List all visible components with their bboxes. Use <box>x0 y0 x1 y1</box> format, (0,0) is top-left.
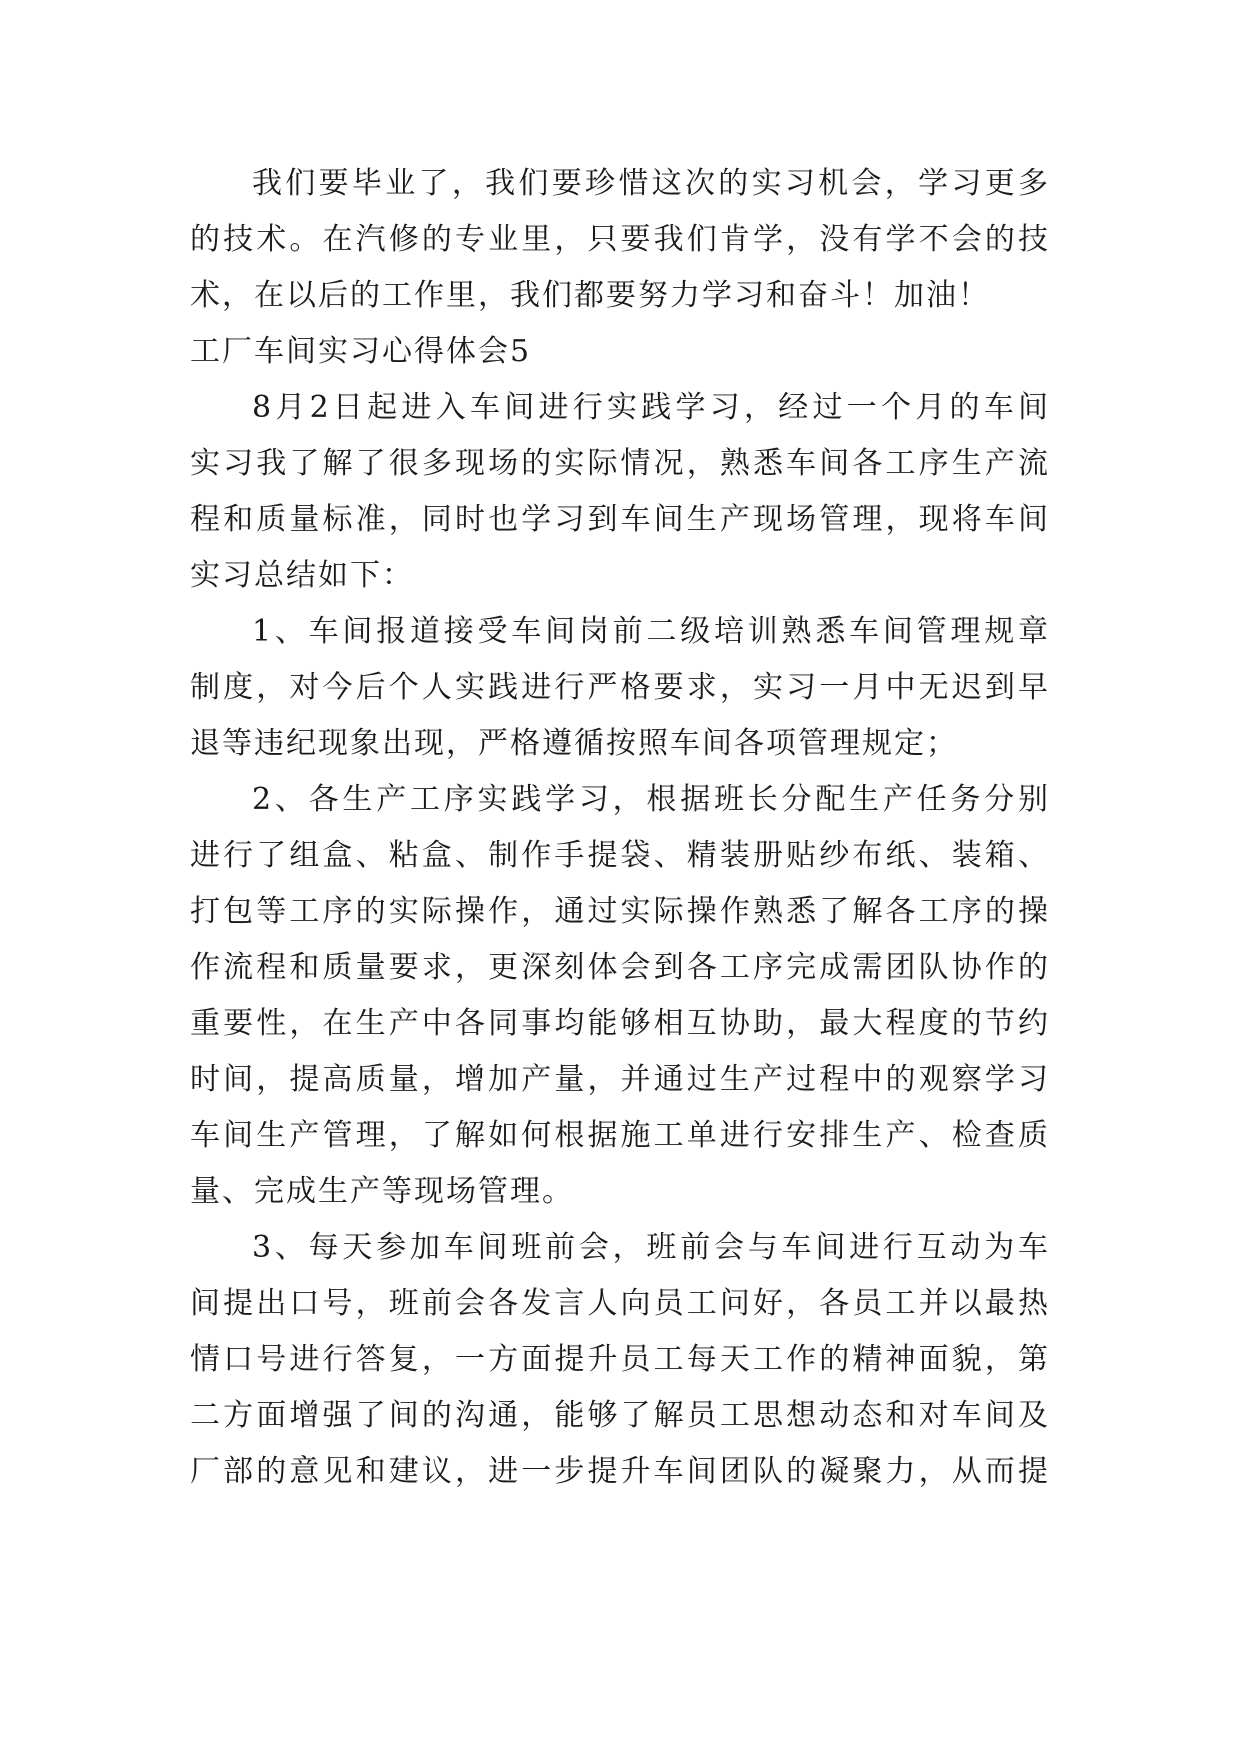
paragraph-4-line-6: 时间，提高质量，增加产量，并通过生产过程中的观察学习 <box>190 1062 1050 1097</box>
paragraph-4-line-7: 车间生产管理，了解如何根据施工单进行安排生产、检查质 <box>190 1118 1050 1153</box>
paragraph-2-line-4: 实习总结如下： <box>190 558 414 593</box>
paragraph-1-line-1: 我们要毕业了，我们要珍惜这次的实习机会，学习更多 <box>252 166 1050 201</box>
paragraph-3-line-3: 退等违纪现象出现，严格遵循按照车间各项管理规定； <box>190 726 958 761</box>
paragraph-4-line-8: 量、完成生产等现场管理。 <box>190 1174 574 1209</box>
paragraph-4-line-1: 2、各生产工序实践学习，根据班长分配生产任务分别 <box>252 782 1050 817</box>
paragraph-5-line-4: 二方面增强了间的沟通，能够了解员工思想动态和对车间及 <box>190 1398 1050 1433</box>
paragraph-5-line-3: 情口号进行答复，一方面提升员工每天工作的精神面貌，第 <box>190 1342 1050 1377</box>
paragraph-5-line-5: 厂部的意见和建议，进一步提升车间团队的凝聚力，从而提 <box>190 1454 1050 1489</box>
paragraph-4-line-3: 打包等工序的实际操作，通过实际操作熟悉了解各工序的操 <box>190 894 1050 929</box>
paragraph-3-line-1: 1、车间报道接受车间岗前二级培训熟悉车间管理规章 <box>252 614 1050 649</box>
paragraph-3-line-2: 制度，对今后个人实践进行严格要求，实习一月中无迟到早 <box>190 670 1050 705</box>
paragraph-4-line-5: 重要性，在生产中各同事均能够相互协助，最大程度的节约 <box>190 1006 1050 1041</box>
paragraph-4-line-4: 作流程和质量要求，更深刻体会到各工序完成需团队协作的 <box>190 950 1050 985</box>
paragraph-5-line-1: 3、每天参加车间班前会，班前会与车间进行互动为车 <box>252 1230 1050 1265</box>
paragraph-2-line-2: 实习我了解了很多现场的实际情况，熟悉车间各工序生产流 <box>190 446 1050 481</box>
paragraph-4-line-2: 进行了组盒、粘盒、制作手提袋、精装册贴纱布纸、装箱、 <box>190 838 1050 873</box>
paragraph-5-line-2: 间提出口号，班前会各发言人向员工问好，各员工并以最热 <box>190 1286 1050 1321</box>
paragraph-2-line-3: 程和质量标准，同时也学习到车间生产现场管理，现将车间 <box>190 502 1050 537</box>
paragraph-2-line-1: 8月2日起进入车间进行实践学习，经过一个月的车间 <box>252 390 1050 425</box>
section-heading: 工厂车间实习心得体会5 <box>190 334 532 369</box>
paragraph-1-line-3: 术，在以后的工作里，我们都要努力学习和奋斗！加油！ <box>190 278 990 313</box>
paragraph-1-line-2: 的技术。在汽修的专业里，只要我们肯学，没有学不会的技 <box>190 222 1050 257</box>
